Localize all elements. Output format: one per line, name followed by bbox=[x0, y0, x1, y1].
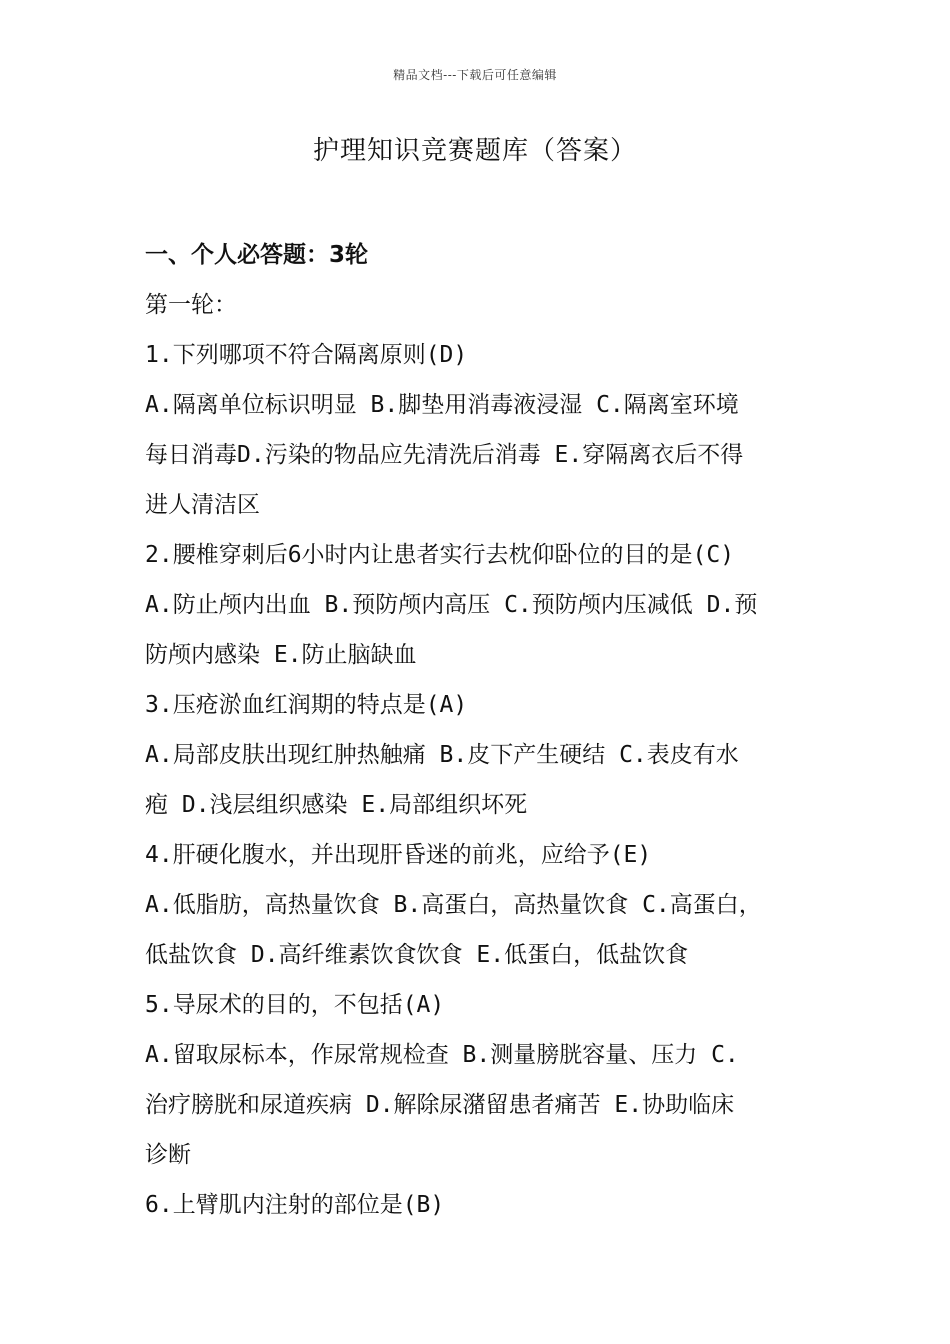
section-heading: 一、个人必答题：3轮 bbox=[145, 242, 369, 268]
document-body bbox=[145, 230, 810, 1230]
option-line: A.低脂肪，高热量饮食 B.高蛋白，高热量饮食 C.高蛋白， bbox=[145, 892, 762, 918]
question-line: 4.肝硬化腹水，并出现肝昏迷的前兆，应给予(E) bbox=[145, 842, 652, 868]
question-line: 1.下列哪项不符合隔离原则(D) bbox=[145, 342, 468, 368]
option-line: A.隔离单位标识明显 B.脚垫用消毒液浸湿 C.隔离室环境 bbox=[145, 392, 739, 418]
question-line: 3.压疮淤血红润期的特点是(A) bbox=[145, 692, 468, 718]
option-line: A.局部皮肤出现红肿热触痛 B.皮下产生硬结 C.表皮有水 bbox=[145, 742, 739, 768]
option-line: 防颅内感染 E.防止脑缺血 bbox=[145, 642, 417, 668]
option-line: 低盐饮食 D.高纤维素饮食饮食 E.低蛋白，低盐饮食 bbox=[145, 942, 689, 968]
option-line: 进人清洁区 bbox=[145, 492, 260, 518]
question-line: 6.上臂肌内注射的部位是(B) bbox=[145, 1192, 445, 1218]
option-line: 疱 D.浅层组织感染 E.局部组织坏死 bbox=[145, 792, 528, 818]
question-line: 5.导尿术的目的，不包括(A) bbox=[145, 992, 445, 1018]
option-line: 治疗膀胱和尿道疾病 D.解除尿潴留患者痛苦 E.协助临床 bbox=[145, 1092, 735, 1118]
option-line: A.防止颅内出血 B.预防颅内高压 C.预防颅内压减低 D.预 bbox=[145, 592, 758, 618]
option-line: A.留取尿标本，作尿常规检查 B.测量膀胱容量、压力 C. bbox=[145, 1042, 739, 1068]
round-heading: 第一轮： bbox=[145, 292, 237, 318]
option-line: 诊断 bbox=[145, 1142, 191, 1168]
document-title: 护理知识竞赛题库（答案） bbox=[312, 136, 637, 166]
option-line: 每日消毒D.污染的物品应先清洗后消毒 E.穿隔离衣后不得 bbox=[145, 442, 744, 468]
question-line: 2.腰椎穿刺后6小时内让患者实行去枕仰卧位的目的是(C) bbox=[145, 542, 735, 568]
header-note: 精品文档---下载后可任意编辑 bbox=[393, 68, 557, 82]
